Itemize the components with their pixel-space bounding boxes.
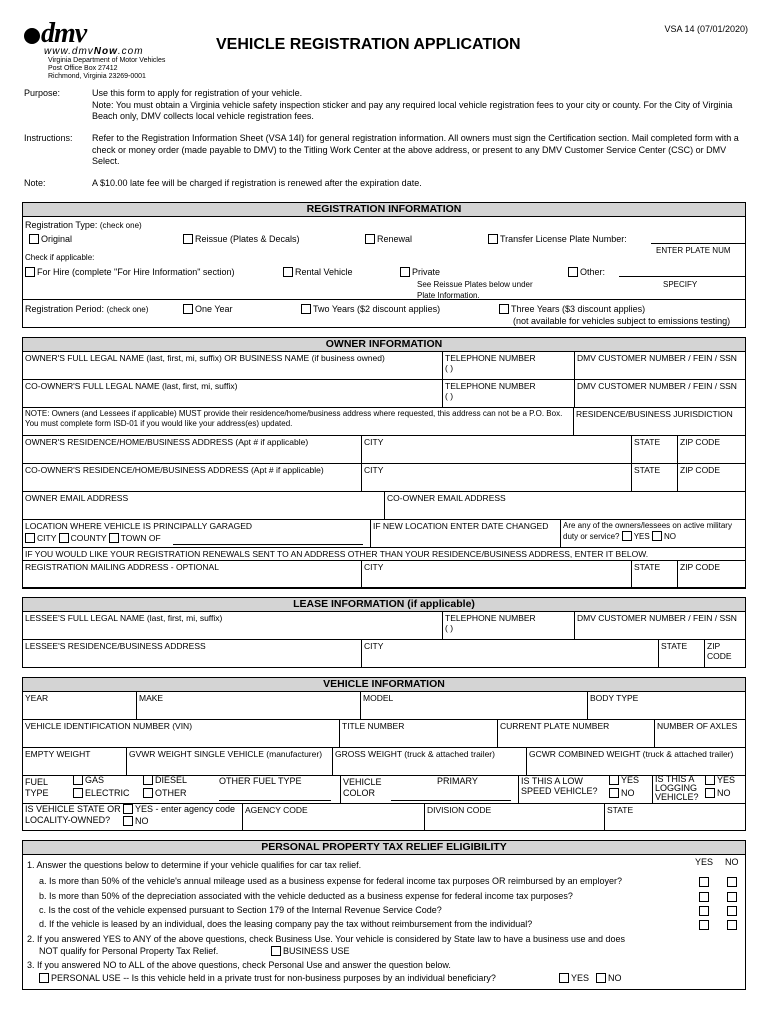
- transfer-option[interactable]: Transfer License Plate Number:: [488, 234, 627, 245]
- low-speed-yes-checkbox[interactable]: [609, 775, 619, 785]
- owner-state-field[interactable]: STATE: [632, 436, 678, 464]
- tax-question-a: a. Is more than 50% of the vehicle's annual mileage used as a business expense for federal income tax purposes OR reimbursed by an employer?: [39, 876, 623, 886]
- specify-hint: SPECIFY: [663, 280, 698, 289]
- mailing-address-field[interactable]: REGISTRATION MAILING ADDRESS - OPTIONAL: [23, 561, 362, 588]
- rental-option[interactable]: Rental Vehicle: [283, 267, 353, 278]
- coowner-name-field[interactable]: CO-OWNER'S FULL LEGAL NAME (last, first, mi, suffix): [23, 380, 443, 408]
- tax-question-1: 1. Answer the questions below to determine if your vehicle qualifies for car tax relief.: [27, 860, 362, 870]
- original-checkbox[interactable]: [29, 234, 39, 244]
- tax-no-header: NO: [725, 857, 739, 867]
- electric-checkbox[interactable]: [73, 788, 83, 798]
- other-fuel-option[interactable]: OTHER: [143, 788, 187, 799]
- coowner-dmv-number-field[interactable]: DMV CUSTOMER NUMBER / FEIN / SSN: [575, 380, 745, 408]
- garaged-town-checkbox[interactable]: [109, 533, 119, 543]
- coowner-address-field[interactable]: CO-OWNER'S RESIDENCE/HOME/BUSINESS ADDRESS (Apt # if applicable): [23, 464, 362, 492]
- coowner-email-field[interactable]: CO-OWNER EMAIL ADDRESS: [385, 492, 745, 520]
- dmv-address: Virginia Department of Motor Vehicles Post Office Box 27412 Richmond, Virginia 23269-0001: [48, 57, 166, 80]
- tax-question-c: c. Is the cost of the vehicle expensed pursuant to Section 179 of the Internal Revenue Service Code?: [39, 905, 442, 915]
- instructions-label: Instructions:: [24, 133, 73, 143]
- model-field[interactable]: MODEL: [361, 692, 588, 720]
- electric-option[interactable]: ELECTRIC: [73, 788, 130, 799]
- fuel-type-field: [23, 776, 341, 804]
- mailing-state-field[interactable]: STATE: [632, 561, 678, 588]
- trust-no-checkbox[interactable]: [596, 973, 606, 983]
- state-owned-label: IS VEHICLE STATE OR LOCALITY-OWNED?: [25, 804, 121, 825]
- owner-telephone-field[interactable]: TELEPHONE NUMBER ( ): [443, 352, 575, 380]
- gross-weight-field[interactable]: GROSS WEIGHT (truck & attached trailer): [333, 748, 527, 776]
- renewal-checkbox[interactable]: [365, 234, 375, 244]
- purpose-label: Purpose:: [24, 88, 61, 98]
- plate-number-field[interactable]: CURRENT PLATE NUMBER: [498, 720, 655, 748]
- for-hire-checkbox[interactable]: [25, 267, 35, 277]
- rental-checkbox[interactable]: [283, 267, 293, 277]
- logo-text: dmv: [41, 18, 87, 49]
- coowner-telephone-field[interactable]: TELEPHONE NUMBER ( ): [443, 380, 575, 408]
- logging-yes[interactable]: YES: [705, 775, 735, 786]
- other-option[interactable]: Other:: [568, 267, 605, 278]
- tax-yes-header: YES: [695, 857, 714, 867]
- qd-yes-checkbox[interactable]: [699, 920, 709, 930]
- lessee-address-field[interactable]: LESSEE'S RESIDENCE/BUSINESS ADDRESS: [23, 640, 362, 667]
- garaged-location-field[interactable]: LOCATION WHERE VEHICLE IS PRINCIPALLY GARAGED CITY COUNTY TOWN OF: [23, 520, 371, 548]
- dmv-logo: [24, 18, 194, 82]
- business-use-checkbox[interactable]: [271, 946, 281, 956]
- tax-question-2b: NOT qualify for Personal Property Tax Relief.: [39, 946, 219, 956]
- qa-yes-checkbox[interactable]: [699, 877, 709, 887]
- diesel-option[interactable]: DIESEL: [143, 775, 187, 786]
- military-yes-checkbox[interactable]: [622, 531, 632, 541]
- mailing-city-field[interactable]: CITY: [362, 561, 632, 588]
- three-years-checkbox[interactable]: [499, 304, 509, 314]
- lessee-city-field[interactable]: CITY: [362, 640, 659, 667]
- form-title: VEHICLE REGISTRATION APPLICATION: [216, 36, 521, 53]
- vehicle-section: [22, 677, 746, 831]
- qc-no-checkbox[interactable]: [727, 906, 737, 916]
- low-speed-yes[interactable]: YES: [609, 775, 639, 786]
- jurisdiction-field[interactable]: RESIDENCE/BUSINESS JURISDICTION: [574, 408, 745, 436]
- division-code-field[interactable]: DIVISION CODE: [425, 804, 605, 830]
- qc-yes-checkbox[interactable]: [699, 906, 709, 916]
- vehicle-color-field: [341, 776, 519, 804]
- logging-no-checkbox[interactable]: [705, 788, 715, 798]
- for-hire-option[interactable]: For Hire (complete "For Hire Information" section): [25, 267, 234, 278]
- lessee-state-field[interactable]: STATE: [659, 640, 705, 667]
- period-divider: [23, 299, 745, 300]
- vehicle-color-label: VEHICLE COLOR: [343, 777, 382, 798]
- registration-heading: REGISTRATION INFORMATION: [23, 203, 745, 217]
- other-fuel-line[interactable]: [219, 800, 331, 801]
- check-if-applicable: Check if applicable:: [25, 253, 95, 262]
- registration-type-label: Registration Type: (check one): [25, 220, 142, 230]
- registration-section: [22, 202, 746, 328]
- qd-no-checkbox[interactable]: [727, 920, 737, 930]
- owner-heading: OWNER INFORMATION: [23, 338, 745, 352]
- one-year-option[interactable]: One Year: [183, 304, 233, 315]
- owner-dmv-number-field[interactable]: DMV CUSTOMER NUMBER / FEIN / SSN: [575, 352, 745, 380]
- qb-yes-checkbox[interactable]: [699, 892, 709, 902]
- original-option[interactable]: Original: [29, 234, 72, 245]
- gvwr-field[interactable]: GVWR WEIGHT SINGLE VEHICLE (manufacturer): [127, 748, 333, 776]
- private-note-2: Plate Information.: [417, 291, 480, 300]
- logging-yes-checkbox[interactable]: [705, 775, 715, 785]
- trust-yes-checkbox[interactable]: [559, 973, 569, 983]
- specify-line[interactable]: [619, 276, 745, 277]
- garaged-county-checkbox[interactable]: [59, 533, 69, 543]
- enter-plate-hint: ENTER PLATE NUM: [656, 246, 731, 255]
- body-type-field[interactable]: BODY TYPE: [588, 692, 745, 720]
- gas-option[interactable]: GAS: [73, 775, 104, 786]
- state-owned-yes[interactable]: YES - enter agency code: [123, 804, 235, 815]
- lessee-telephone-field[interactable]: TELEPHONE NUMBER ( ): [443, 612, 575, 640]
- private-checkbox[interactable]: [400, 267, 410, 277]
- state-owned-field: [23, 804, 243, 830]
- personal-use-checkbox[interactable]: [39, 973, 49, 983]
- logging-label: IS THIS A LOGGING VEHICLE?: [655, 774, 699, 802]
- form-code: VSA 14 (07/01/2020): [664, 24, 748, 34]
- state-owned-no[interactable]: NO: [123, 816, 149, 827]
- owner-zip-field[interactable]: ZIP CODE: [678, 436, 745, 464]
- lessee-name-field[interactable]: LESSEE'S FULL LEGAL NAME (last, first, mi, suffix): [23, 612, 443, 640]
- agency-code-field[interactable]: AGENCY CODE: [243, 804, 425, 830]
- reissue-checkbox[interactable]: [183, 234, 193, 244]
- lessee-zip-field[interactable]: ZIP CODE: [707, 641, 732, 661]
- gas-checkbox[interactable]: [73, 775, 83, 785]
- two-years-checkbox[interactable]: [301, 304, 311, 314]
- period-label: Registration Period: (check one): [25, 304, 149, 314]
- lease-heading: LEASE INFORMATION (if applicable): [23, 598, 745, 612]
- transfer-checkbox[interactable]: [488, 234, 498, 244]
- reissue-option[interactable]: Reissue (Plates & Decals): [183, 234, 300, 245]
- lessee-dmv-number-field[interactable]: DMV CUSTOMER NUMBER / FEIN / SSN: [575, 612, 745, 640]
- garaged-city-checkbox[interactable]: [25, 533, 35, 543]
- private-option[interactable]: Private: [400, 267, 440, 278]
- note-label: Note:: [24, 178, 46, 188]
- owner-email-field[interactable]: OWNER EMAIL ADDRESS: [23, 492, 385, 520]
- primary-color-line[interactable]: [391, 800, 511, 801]
- two-years-option[interactable]: Two Years ($2 discount applies): [301, 304, 440, 315]
- other-checkbox[interactable]: [568, 267, 578, 277]
- vin-field[interactable]: VEHICLE IDENTIFICATION NUMBER (VIN): [23, 720, 340, 748]
- state-owned-no-checkbox[interactable]: [123, 816, 133, 826]
- low-speed-field: [519, 776, 653, 804]
- business-use-option[interactable]: BUSINESS USE: [271, 946, 350, 957]
- tax-relief-heading: PERSONAL PROPERTY TAX RELIEF ELIGIBILITY: [23, 841, 745, 855]
- tax-relief-section: [22, 840, 746, 990]
- qa-no-checkbox[interactable]: [727, 877, 737, 887]
- town-line[interactable]: [173, 544, 363, 545]
- address-note: NOTE: Owners (and Lessees if applicable) MUST provide their residence/home/business address where requested, this address can not be a P.O. Box. You must complete form ISD-01 if you would like your address(es) updated.: [23, 408, 574, 436]
- gcwr-field[interactable]: GCWR COMBINED WEIGHT (truck & attached trailer): [527, 748, 745, 776]
- low-speed-no-checkbox[interactable]: [609, 788, 619, 798]
- owner-name-field[interactable]: OWNER'S FULL LEGAL NAME (last, first, mi, suffix) OR BUSINESS NAME (if business owned): [23, 352, 443, 380]
- primary-color-label: PRIMARY: [437, 776, 478, 786]
- empty-weight-field[interactable]: EMPTY WEIGHT: [23, 748, 127, 776]
- private-note-1: See Reissue Plates below under: [417, 280, 533, 289]
- tax-question-2: 2. If you answered YES to ANY of the above questions, check Business Use. Your vehicle is considered by State law to have a business use and does: [27, 934, 626, 944]
- fuel-type-label: FUEL TYPE: [25, 777, 49, 798]
- axles-field[interactable]: NUMBER OF AXLES: [655, 720, 745, 748]
- state-owned-yes-checkbox[interactable]: [123, 804, 133, 814]
- military-no-checkbox[interactable]: [652, 531, 662, 541]
- new-location-date-field[interactable]: IF NEW LOCATION ENTER DATE CHANGED: [371, 520, 561, 548]
- renewal-address-note: IF YOU WOULD LIKE YOUR REGISTRATION RENEWALS SENT TO AN ADDRESS OTHER THAN YOUR RESIDENCE/BUSINESS ADDRESS, ENTER IT BELOW.: [23, 548, 745, 561]
- one-year-checkbox[interactable]: [183, 304, 193, 314]
- instructions-text: Refer to the Registration Information Sheet (VSA 14I) for general registration information. All owners must sign the Certification section. Mail completed form with a check or money order (made payable to DMV) to the Titling Work Center at the above address, or present to any DMV Customer Service Center (CSC) or DMV Select.: [92, 133, 739, 166]
- vehicle-heading: VEHICLE INFORMATION: [23, 678, 745, 692]
- plate-number-line[interactable]: [651, 243, 745, 244]
- make-field[interactable]: MAKE: [137, 692, 361, 720]
- other-fuel-checkbox[interactable]: [143, 788, 153, 798]
- three-years-option[interactable]: Three Years ($3 discount applies): [499, 304, 645, 315]
- military-question: Are any of the owners/lessees on active military duty or service? YES NO: [561, 520, 745, 548]
- logo-website: www.dmvNow.com: [44, 46, 144, 57]
- logging-no[interactable]: NO: [705, 788, 731, 799]
- owner-section: [22, 337, 746, 589]
- qb-no-checkbox[interactable]: [727, 892, 737, 902]
- coowner-city-field[interactable]: CITY: [362, 464, 632, 492]
- dmv-swoosh-icon: [24, 28, 40, 44]
- late-fee-note: A $10.00 late fee will be charged if registration is renewed after the expiration date.: [92, 178, 422, 188]
- low-speed-no[interactable]: NO: [609, 788, 635, 799]
- trust-yes[interactable]: YES: [559, 973, 589, 984]
- logging-field: [653, 776, 745, 804]
- coowner-state-field[interactable]: STATE: [632, 464, 678, 492]
- trust-no[interactable]: NO: [596, 973, 622, 984]
- coowner-zip-field[interactable]: ZIP CODE: [678, 464, 745, 492]
- year-field[interactable]: YEAR: [23, 692, 137, 720]
- tax-question-d: d. If the vehicle is leased by an individual, does the leasing company pay the tax without reimbursement from the individual?: [39, 919, 533, 929]
- tax-question-b: b. Is more than 50% of the depreciation associated with the vehicle deducted as a business expense for federal income tax purposes?: [39, 891, 573, 901]
- tax-question-3: 3. If you answered NO to ALL of the above questions, check Personal Use and answer the question below.: [27, 960, 451, 970]
- other-fuel-type-label: OTHER FUEL TYPE: [219, 776, 302, 786]
- mailing-zip-field[interactable]: ZIP CODE: [678, 561, 745, 588]
- vehicle-state-field[interactable]: STATE: [607, 805, 634, 815]
- purpose-text: Use this form to apply for registration of your vehicle. Note: You must obtain a Virginia vehicle safety inspection sticker and pay any required local vehicle registration fees to your city or county. For the City of Virginia Beach only, DMV collects local vehicle registration fees.: [92, 88, 733, 121]
- owner-city-field[interactable]: CITY: [362, 436, 632, 464]
- lease-section: [22, 597, 746, 668]
- owner-address-field[interactable]: OWNER'S RESIDENCE/HOME/BUSINESS ADDRESS (Apt # if applicable): [23, 436, 362, 464]
- personal-use-option[interactable]: PERSONAL USE -- Is this vehicle held in a private trust for non-business purposes by an individual beneficiary?: [39, 973, 496, 984]
- diesel-checkbox[interactable]: [143, 775, 153, 785]
- title-number-field[interactable]: TITLE NUMBER: [340, 720, 498, 748]
- low-speed-label: IS THIS A LOW SPEED VEHICLE?: [521, 776, 598, 796]
- renewal-option[interactable]: Renewal: [365, 234, 412, 245]
- three-years-note: (not available for vehicles subject to emissions testing): [513, 316, 731, 326]
